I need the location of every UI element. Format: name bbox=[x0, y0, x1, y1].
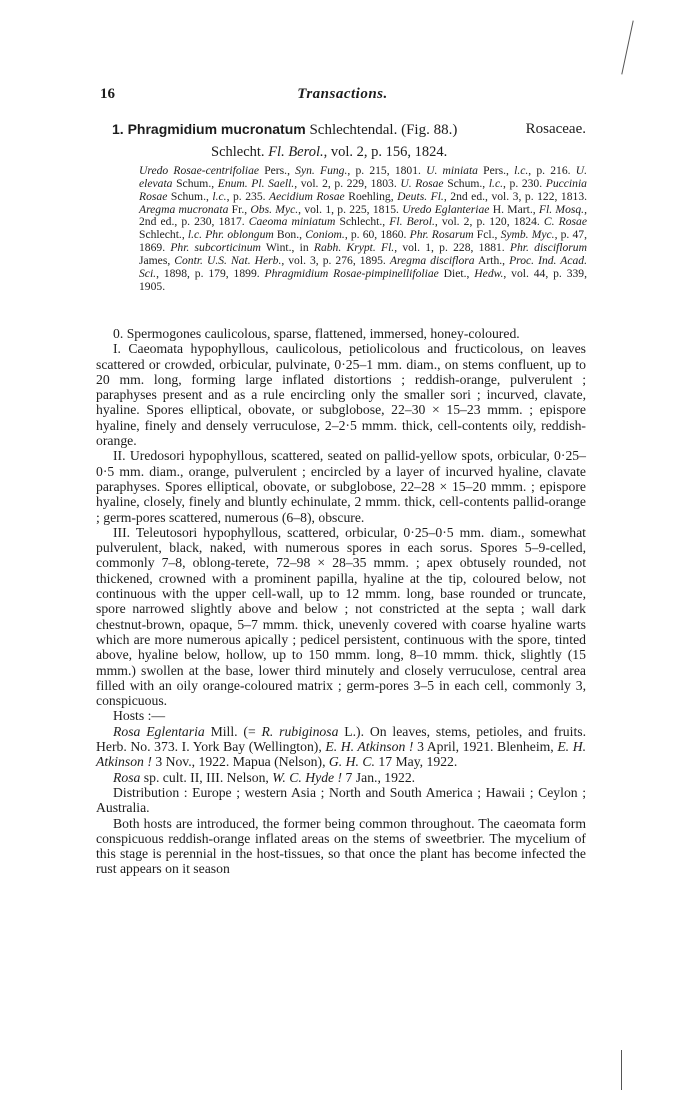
synonym-name: l.c. bbox=[187, 228, 203, 242]
synonym-citation: Schum., bbox=[167, 189, 213, 203]
synonym-citation: Pers., bbox=[259, 164, 296, 177]
host-record: Rosa sp. cult. II, III. Nelson, W. C. Hyde ! 7 Jan., 1922. bbox=[113, 769, 416, 785]
synonym-name: Phr. disciflorum bbox=[509, 241, 587, 255]
synonym-citation: , vol. 2, p. 229, 1803. bbox=[294, 176, 401, 190]
synonym-citation: , p. 230. bbox=[503, 176, 546, 190]
synonym-citation: , p. 60, 1860. bbox=[344, 228, 410, 242]
synonym-citation: Roehling, bbox=[344, 189, 398, 203]
synonym-citation: H. Mart., bbox=[489, 202, 539, 216]
paragraph-spermogones: 0. Spermogones caulicolous, sparse, flattened, immersed, honey-coloured. bbox=[113, 326, 520, 341]
synonym-name: Hedw. bbox=[474, 266, 504, 280]
synonym-citation: , p. 216. bbox=[528, 164, 576, 177]
synonym-name: Phr. subcorticinum bbox=[170, 241, 261, 255]
synonym-citation: Wint., in bbox=[260, 241, 314, 255]
synonym-name: Uredo Rosae-centrifoliae bbox=[139, 164, 260, 177]
synonym-citation: Schlecht., bbox=[139, 228, 188, 242]
hosts-label: Hosts :— bbox=[113, 708, 166, 724]
synonym-citation: , vol. 2, p. 120, 1824. bbox=[434, 215, 544, 229]
paragraph-caeomata: I. Caeomata hypophyllous, caulicolous, petiolicolous and fructicolous, on leaves scattered or crowded, orbicular, pulvinate, 0·25–1 mm. diam., on stems confluent, up to 20 mm. long, forming large inflated distortions ; reddish-orange, pulverulent ; paraphyses present and as a rule encircling only the smaller sori ; incurved, clavate, hyaline. Spores elliptical, obovate, or subglobose, 22–30 × 15–23 mmm. ; epispore hyaline, finely and densely verruculose, 2–2·5 mmm. thick, cell-contents oily, reddish-orange. bbox=[96, 341, 586, 449]
synonym-name: Deuts. Fl. bbox=[397, 189, 444, 203]
description-body bbox=[96, 326, 586, 877]
synonym-citation: , vol. 44, p. 339, 1905. bbox=[139, 266, 587, 293]
synonym-name: Aecidium Rosae bbox=[269, 189, 345, 203]
synonym-name: U. elevata bbox=[139, 164, 588, 190]
synonym-name: l.c. bbox=[212, 189, 227, 203]
synonym-citation: James, bbox=[139, 253, 175, 267]
synonym-citation: Arth., bbox=[474, 253, 510, 267]
original-reference: Schlecht. Fl. Berol., vol. 2, p. 156, 1824. bbox=[211, 144, 448, 160]
species-title bbox=[112, 121, 586, 139]
synonym-name: U. Rosae bbox=[400, 176, 444, 190]
running-title: Transactions. bbox=[297, 86, 388, 102]
synonym-name: Aregma disciflora bbox=[389, 253, 475, 267]
synonym-citation: Diet., bbox=[438, 266, 475, 280]
synonym-name: Uredo Eglanteriae bbox=[402, 202, 490, 216]
synonym-citation: Schlecht., bbox=[335, 215, 390, 229]
synonym-name: Proc. Ind. Acad. Sci. bbox=[139, 253, 587, 280]
synonym-name: Coniom. bbox=[305, 228, 345, 242]
synonym-name: Fl. Berol. bbox=[389, 215, 435, 229]
synonym-name: l.c. bbox=[488, 176, 503, 190]
synonym-name: Phragmidium Rosae-pimpinellifoliae bbox=[264, 266, 439, 280]
synonym-name: l.c. bbox=[514, 164, 529, 177]
synonym-name: Contr. U.S. Nat. Herb. bbox=[174, 253, 282, 267]
synonym-citation: Fcl., bbox=[473, 228, 501, 242]
synonym-citation: , vol. 1, p. 228, 1881. bbox=[394, 241, 510, 255]
page-number: 16 bbox=[100, 86, 115, 102]
synonym-citation: , p. 215, 1801. bbox=[347, 164, 427, 177]
paragraph-teleutosori: III. Teleutosori hypophyllous, scattered, orbicular, 0·25–0·5 mm. diam., somewhat pulverulent, black, naked, with numerous spores in each sorus. Spores 5–9-celled, commonly 7–8, oblong-terete, 72–98 × 28–35 mmm. ; apex obtusely rounded, not thickened, crowned with a prominent papilla, hyaline at the tip, coloured below, not continuous with the upper cell-wall, up to 12 mmm. long, base rounded or truncate, spore narrowed slightly above and below ; not constricted at the septa ; wall dark chestnut-brown, opaque, 5–7 mmm. thick, unevenly covered with coarse hyaline warts which are more numerous apically ; pedicel persistent, continuous with the spore, tinted above, hyaline below, hollow, up to 150 mmm. long, 8–10 mmm. thick, slightly (15 mmm.) swollen at the base, lower third minutely and closely verruculose, central area filled with an oily orange-coloured matrix ; germ-pores 3–5 in each cell, commonly 3, conspicuous. bbox=[96, 524, 586, 709]
synonym-citation: , p. 47, 1869. bbox=[139, 228, 587, 255]
synonym-citation: Schum., bbox=[443, 176, 489, 190]
paragraph-notes: Both hosts are introduced, the former being common throughout. The caeomata form conspicuous reddish-orange inflated areas on the stems of sweetbrier. The mycelium of this stage is perennial in the host-tissues, so that once the plant has become infected the rust appears on it season bbox=[96, 815, 586, 877]
species-authority: Schlechtendal. bbox=[309, 122, 398, 138]
synonym-name: Obs. Myc. bbox=[250, 202, 299, 216]
host-record: Rosa Eglentaria Mill. (= R. rubiginosa L.). On leaves, stems, petioles, and fruits. Herb. No. 373. I. York Bay (Wellington), E. H. Atkinson ! 3 April, 1921. Blenheim, E. H. Atkinson ! 3 Nov., 1922. Mapua (Nelson), G. H. C. 17 May, 1922. bbox=[96, 723, 587, 770]
synonym-citation: , 2nd ed., vol. 3, p. 122, 1813. bbox=[443, 189, 588, 203]
synonym-name: Aregma mucronata bbox=[139, 202, 229, 216]
synonym-name: C. Rosae bbox=[543, 215, 588, 229]
paragraph-uredosori: II. Uredosori hypophyllous, scattered, seated on pallid-yellow spots, orbicular, 0·25–0·5 mm. diam., orange, pulverulent ; encircled by a layer of incurved hyaline, clavate paraphyses. Spores elliptical, obovate, or subglobose, 22–28 × 15–20 mmm. ; epispore hyaline, closely, finely and bluntly echinulate, 2 mmm. thick, cell-contents pallid-orange ; germ-pores scattered, numerous (6–8), obscure. bbox=[96, 448, 586, 525]
synonym-name: Enum. Pl. Saell. bbox=[217, 176, 295, 190]
synonym-citation: , p. 235. bbox=[226, 189, 270, 203]
synonym-name: Syn. Fung. bbox=[295, 164, 348, 177]
synonym-citation: Schum., bbox=[172, 176, 218, 190]
synonym-name: Puccinia Rosae bbox=[139, 176, 587, 203]
synonymy-block bbox=[139, 165, 587, 293]
synonym-name: Phr. Rosarum bbox=[409, 228, 474, 242]
synonym-citation: Pers., bbox=[477, 164, 515, 177]
synonym-name: Fl. Mosq. bbox=[538, 202, 585, 216]
margin-marks bbox=[617, 0, 647, 1100]
synonym-name: Rabh. Krypt. Fl. bbox=[313, 241, 395, 255]
paragraph-distribution: Distribution : Europe ; western Asia ; North and South America ; Hawaii ; Ceylon ; Australia. bbox=[96, 784, 586, 816]
host-family: Rosaceae. bbox=[525, 121, 586, 137]
synonym-citation: , vol. 1, p. 225, 1815. bbox=[298, 202, 403, 216]
synonym-citation: , vol. 3, p. 276, 1895. bbox=[281, 253, 390, 267]
synonym-citation: , 2nd ed., p. 230, 1817. bbox=[139, 202, 587, 229]
figure-reference: (Fig. 88.) bbox=[401, 122, 458, 138]
page-header bbox=[100, 86, 585, 106]
synonym-name: Caeoma miniatum bbox=[248, 215, 336, 229]
synonym-name: Phr. oblongum bbox=[205, 228, 274, 242]
synonym-citation: , 1898, p. 179, 1899. bbox=[156, 266, 265, 280]
synonym-name: U. miniata bbox=[426, 164, 478, 177]
synonym-name: Symb. Myc. bbox=[500, 228, 555, 242]
synonym-citation: Fr., bbox=[228, 202, 251, 216]
species-name: 1. Phragmidium mucronatum bbox=[112, 121, 306, 137]
synonym-citation: Bon., bbox=[273, 228, 306, 242]
